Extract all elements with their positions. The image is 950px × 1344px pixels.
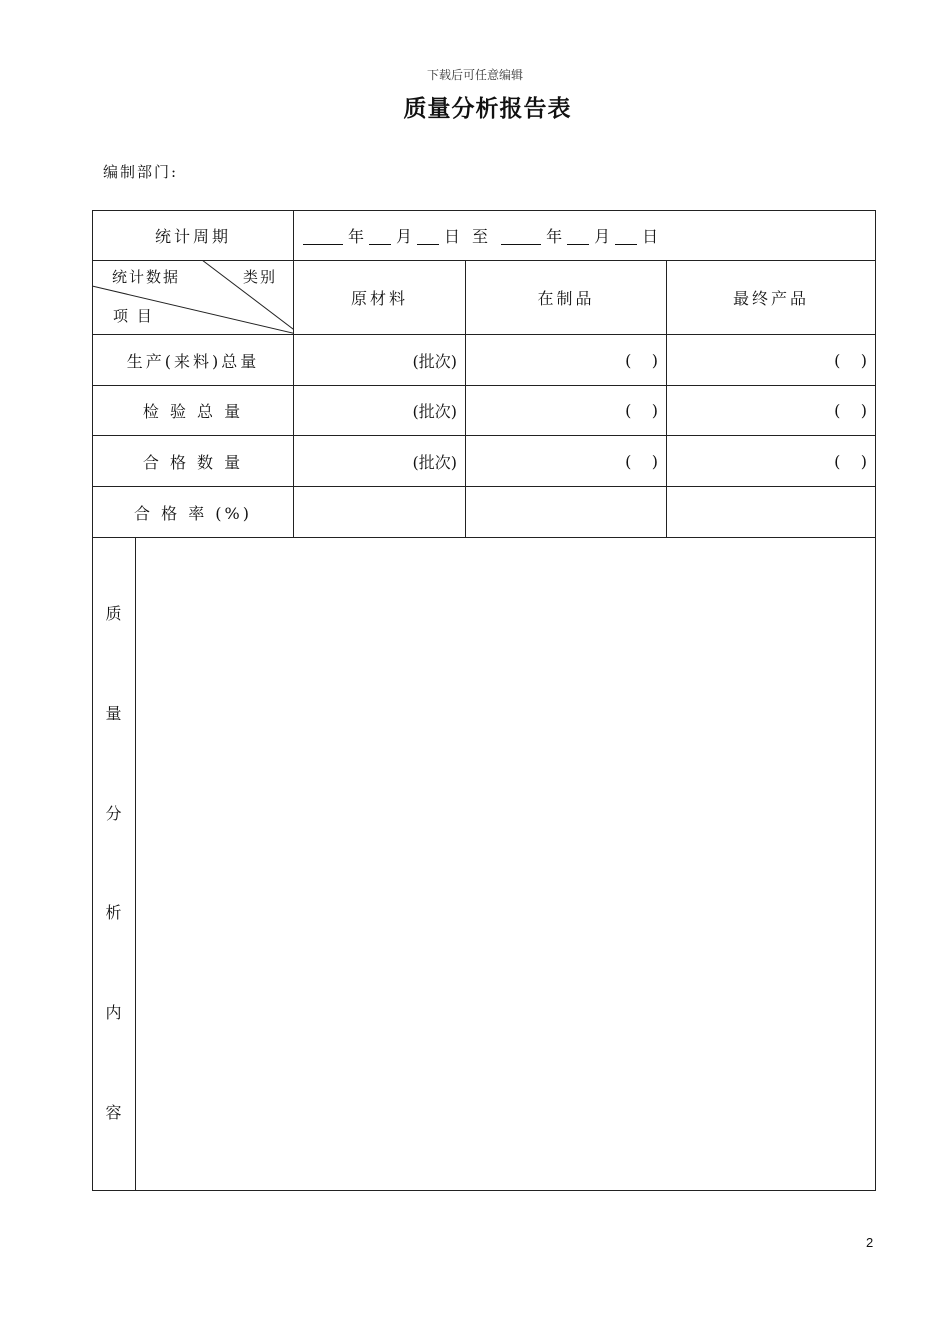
cell-inspection-wip[interactable]: ( ) — [625, 401, 658, 420]
cell-qualified-wip[interactable]: ( ) — [625, 451, 658, 471]
row-label-inspection-total: 检 验 总 量 — [142, 402, 244, 421]
row-label-production-total: 生产(来料)总量 — [126, 351, 260, 371]
end-day-blank[interactable] — [615, 226, 637, 245]
year-unit: 年 — [546, 227, 563, 246]
day-unit: 日 — [642, 227, 659, 246]
diag-item-label: 项 目 — [113, 307, 154, 325]
cell-production-final[interactable]: ( ) — [834, 350, 867, 370]
end-month-blank[interactable] — [567, 226, 589, 245]
col-header-final-product: 最终产品 — [732, 289, 809, 308]
analysis-content-area[interactable] — [137, 539, 874, 1189]
start-year-blank[interactable] — [303, 226, 343, 245]
analysis-label-char: 分 — [105, 804, 122, 823]
diag-category-label: 类别 — [243, 268, 278, 286]
col-header-wip: 在制品 — [537, 289, 595, 308]
cell-qualified-raw[interactable]: (批次) — [412, 452, 457, 472]
col-header-raw-material: 原材料 — [350, 289, 408, 308]
cell-production-raw[interactable]: (批次) — [412, 351, 457, 371]
analysis-label-char: 内 — [105, 1003, 122, 1022]
period-range — [300, 211, 870, 260]
month-unit: 月 — [396, 227, 413, 246]
page-number: 2 — [866, 1235, 874, 1250]
start-month-blank[interactable] — [369, 226, 391, 245]
cell-qualified-final[interactable]: ( ) — [834, 451, 867, 471]
analysis-label-char: 容 — [105, 1103, 122, 1122]
row-divider — [92, 537, 876, 538]
cell-inspection-final[interactable]: ( ) — [834, 401, 867, 420]
year-unit: 年 — [348, 227, 365, 246]
cell-passrate-final[interactable] — [667, 487, 875, 537]
cell-inspection-raw[interactable]: (批次) — [412, 402, 457, 421]
watermark-text: 下载后可任意编辑 — [426, 68, 523, 82]
month-unit: 月 — [594, 227, 611, 246]
row-label-pass-rate: 合 格 率 (%) — [134, 503, 252, 523]
cell-passrate-raw[interactable] — [294, 487, 465, 537]
analysis-label-char: 量 — [105, 704, 122, 723]
diag-data-label: 统计数据 — [112, 268, 181, 286]
cell-production-wip[interactable]: ( ) — [625, 350, 658, 370]
analysis-label-char: 析 — [105, 903, 122, 922]
dept-label: 编制部门: — [103, 163, 179, 181]
col-divider — [135, 537, 136, 1191]
cell-passrate-wip[interactable] — [466, 487, 666, 537]
day-unit: 日 — [444, 227, 461, 246]
period-label: 统计周期 — [154, 227, 231, 246]
to-label: 至 — [472, 227, 489, 246]
analysis-label-char: 质 — [105, 604, 122, 623]
end-year-blank[interactable] — [501, 226, 541, 245]
row-label-qualified-count: 合 格 数 量 — [142, 452, 244, 472]
page-title: 质量分析报告表 — [403, 96, 572, 122]
start-day-blank[interactable] — [417, 226, 439, 245]
